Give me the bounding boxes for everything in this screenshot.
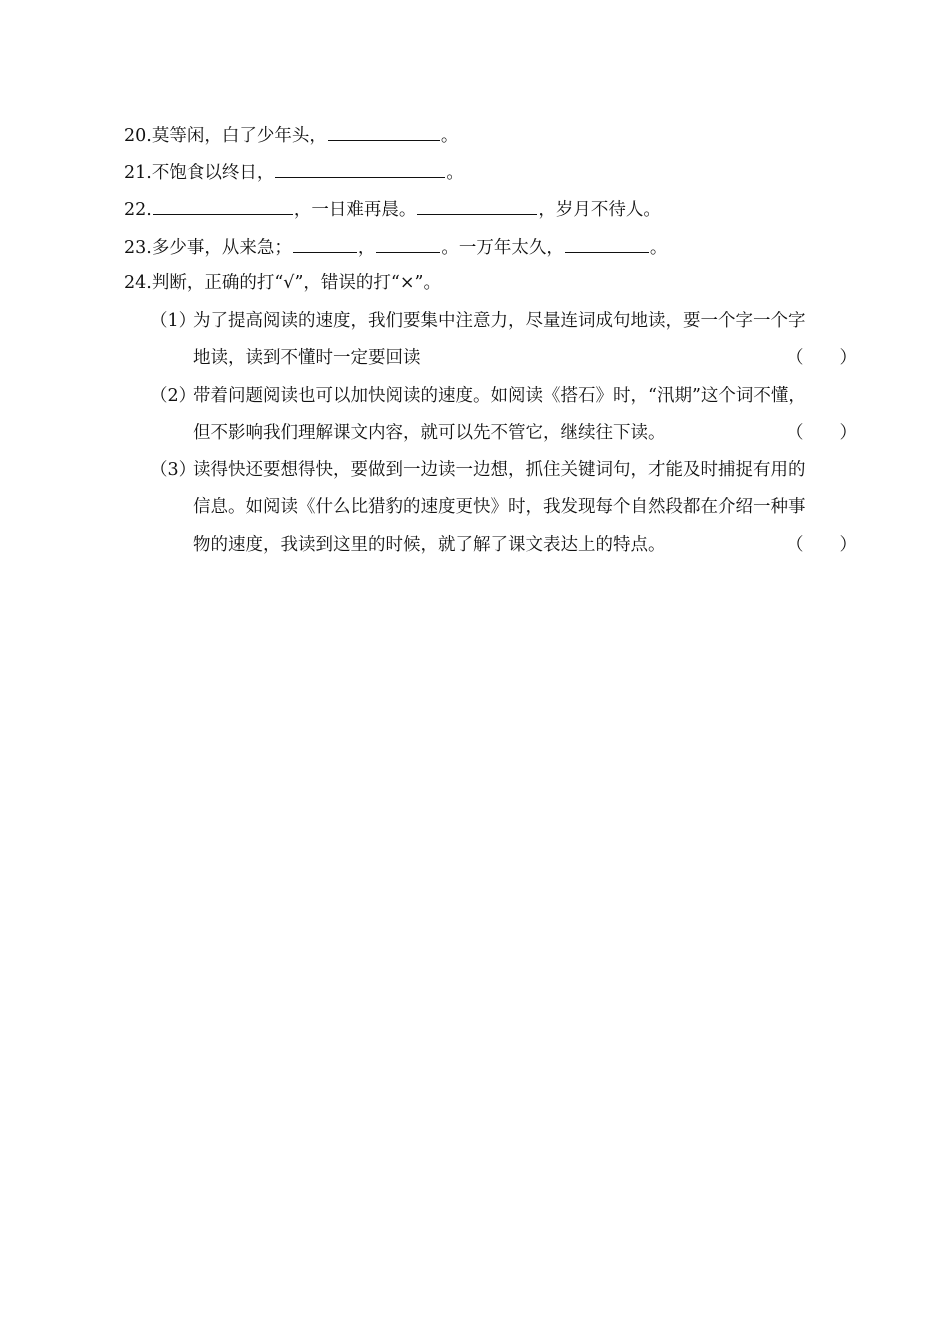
- question-text: ，一日难再晨。: [293, 200, 417, 220]
- paren-open: （: [786, 423, 804, 443]
- item-3-line-3: 物的速度，我读到这里的时候，就了解了课文表达上的特点。: [193, 535, 666, 555]
- paren-open: （: [786, 348, 804, 368]
- question-number: 24.: [124, 273, 152, 293]
- answer-parentheses-2[interactable]: [786, 421, 857, 445]
- punctuation: 。: [649, 238, 668, 258]
- question-number: 22.: [124, 200, 152, 220]
- question-21: [124, 159, 464, 185]
- answer-blank[interactable]: [328, 122, 440, 141]
- paren-close: ）: [839, 423, 857, 443]
- question-24: [124, 271, 441, 295]
- question-number: 21.: [124, 163, 152, 183]
- paren-close: ）: [839, 535, 857, 555]
- item-3-line-1: 读得快还要想得快，要做到一边读一边想，抓住关键词句，才能及时捕捉有用的: [193, 460, 806, 480]
- question-text: 。一万年太久，: [441, 238, 564, 258]
- question-text: 多少事，从来急；: [151, 238, 292, 258]
- answer-blank[interactable]: [275, 159, 445, 178]
- question-number: 20.: [124, 126, 152, 146]
- question-22: [124, 196, 661, 222]
- paren-close: ）: [839, 348, 857, 368]
- item-2-line-1: 带着问题阅读也可以加快阅读的速度。如阅读《搭石》时，“汛期”这个词不懂，: [193, 386, 806, 406]
- item-3-line-2: 信息。如阅读《什么比猎豹的速度更快》时，我发现每个自然段都在介绍一种事: [193, 497, 806, 517]
- answer-blank[interactable]: [376, 234, 440, 253]
- item-1-label: （1）: [150, 311, 197, 331]
- item-2-line-2: 但不影响我们理解课文内容，就可以先不管它，继续往下读。: [193, 423, 666, 443]
- answer-blank[interactable]: [565, 234, 649, 253]
- answer-blank[interactable]: [417, 196, 537, 215]
- question-text: 判断，正确的打“√”，错误的打“×”。: [151, 273, 441, 293]
- punctuation: ，: [357, 238, 376, 258]
- question-number: 23.: [124, 238, 152, 258]
- paren-open: （: [786, 535, 804, 555]
- question-text: 莫等闲，白了少年头，: [151, 126, 327, 146]
- answer-parentheses-1[interactable]: [786, 346, 857, 370]
- item-3-label: （3）: [150, 460, 197, 480]
- question-20: [124, 122, 458, 148]
- item-1-line-2: 地读，读到不懂时一定要回读: [193, 348, 421, 368]
- question-text: 不饱食以终日，: [151, 163, 275, 183]
- item-2-label: （2）: [150, 386, 197, 406]
- answer-parentheses-3[interactable]: [786, 533, 857, 557]
- answer-blank[interactable]: [153, 196, 293, 215]
- answer-blank[interactable]: [293, 234, 357, 253]
- question-text: ，岁月不待人。: [538, 200, 661, 220]
- punctuation: 。: [446, 163, 464, 183]
- item-1-line-1: 为了提高阅读的速度，我们要集中注意力，尽量连词成句地读，要一个字一个字: [193, 311, 806, 331]
- question-23: [124, 234, 667, 260]
- punctuation: 。: [440, 126, 459, 146]
